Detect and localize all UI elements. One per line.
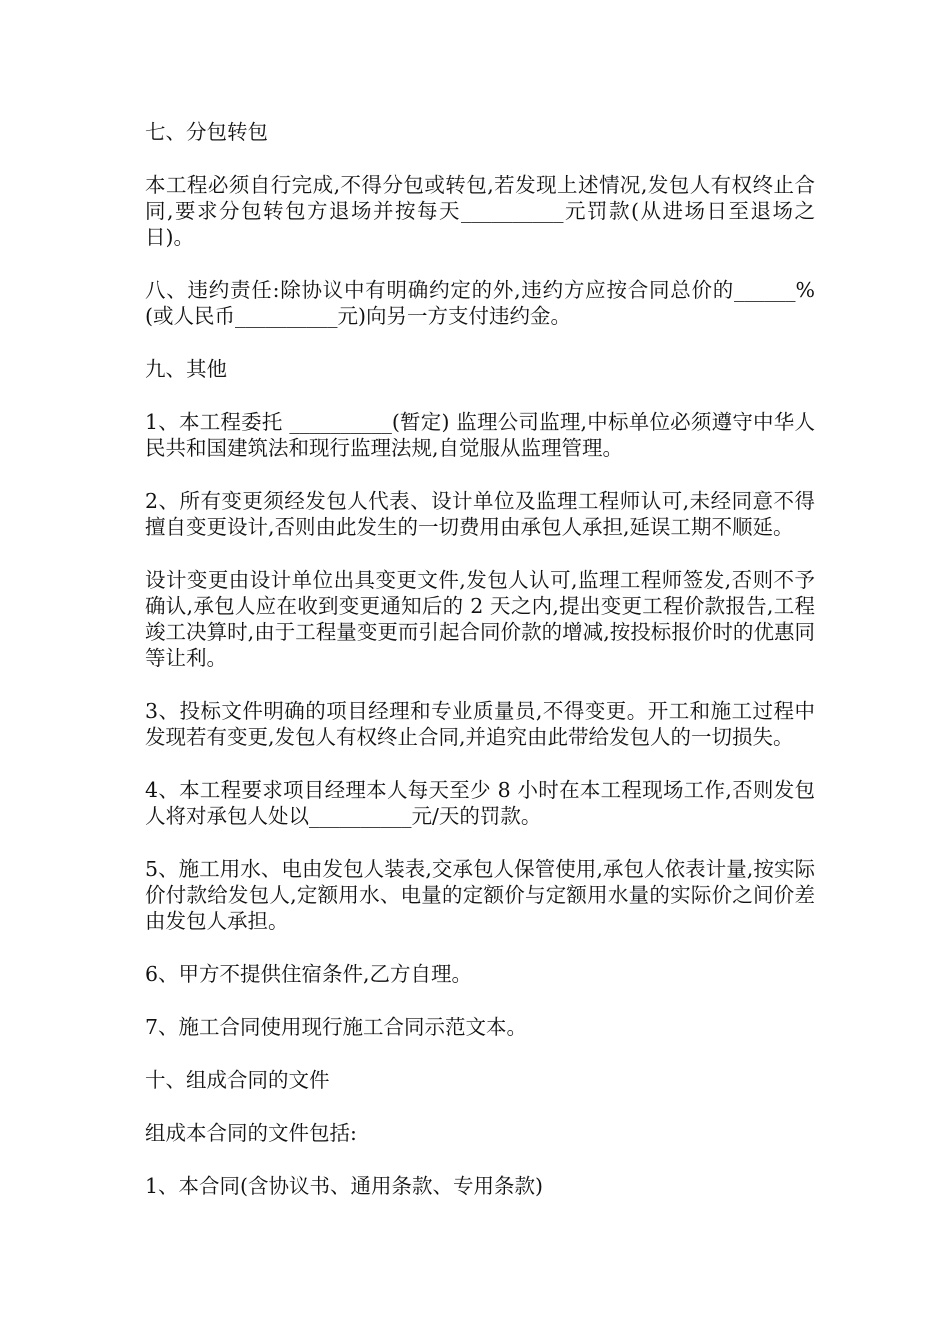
paragraph-subcontracting-terms: 本工程必须自行完成,不得分包或转包,若发现上述情况,发包人有权终止合同,要求分包转包方退场并按每天__________元罚款(从进场日至退场之日)。: [145, 173, 815, 249]
paragraph-other-item-5: 5、施工用水、电由发包人装表,交承包人保管使用,承包人依表计量,按实际价付款给发包人,定额用水、电量的定额价与定额用水量的实际价之间价差由发包人承担。: [145, 857, 815, 933]
paragraph-contract-documents-item-1: 1、本合同(含协议书、通用条款、专用条款): [145, 1174, 544, 1198]
paragraph-design-change: 设计变更由设计单位出具变更文件,发包人认可,监理工程师签发,否则不予确认,承包人应在收到变更通知后的 2 天之内,提出变更工程价款报告,工程竣工决算时,由于工程量变更而引起合同价款的增减,按投标报价时的优惠同等让利。: [145, 568, 815, 670]
paragraph-other-item-3: 3、投标文件明确的项目经理和专业质量员,不得变更。开工和施工过程中发现若有变更,发包人有权终止合同,并追究由此带给发包人的一切损失。: [145, 699, 815, 749]
paragraph-breach-liability: 八、违约责任:除协议中有明确约定的外,违约方应按合同总价的______%(或人民币__________元)向另一方支付违约金。: [145, 278, 815, 328]
section-heading-other: 九、其他: [145, 357, 227, 381]
section-heading-contract-documents: 十、组成合同的文件: [145, 1068, 330, 1092]
paragraph-other-item-1: 1、本工程委托 __________(暂定) 监理公司监理,中标单位必须遵守中华人民共和国建筑法和现行监理法规,自觉服从监理管理。: [145, 410, 815, 460]
paragraph-other-item-4: 4、本工程要求项目经理本人每天至少 8 小时在本工程现场工作,否则发包人将对承包人处以__________元/天的罚款。: [145, 778, 815, 828]
paragraph-other-item-2: 2、所有变更须经发包人代表、设计单位及监理工程师认可,未经同意不得擅自变更设计,否则由此发生的一切费用由承包人承担,延误工期不顺延。: [145, 489, 815, 539]
paragraph-other-item-6: 6、甲方不提供住宿条件,乙方自理。: [145, 962, 473, 986]
section-heading-subcontracting: 七、分包转包: [145, 120, 268, 144]
paragraph-contract-documents-intro: 组成本合同的文件包括:: [145, 1121, 357, 1145]
document-body: [145, 119, 815, 1226]
paragraph-other-item-7: 7、施工合同使用现行施工合同示范文本。: [145, 1015, 528, 1039]
